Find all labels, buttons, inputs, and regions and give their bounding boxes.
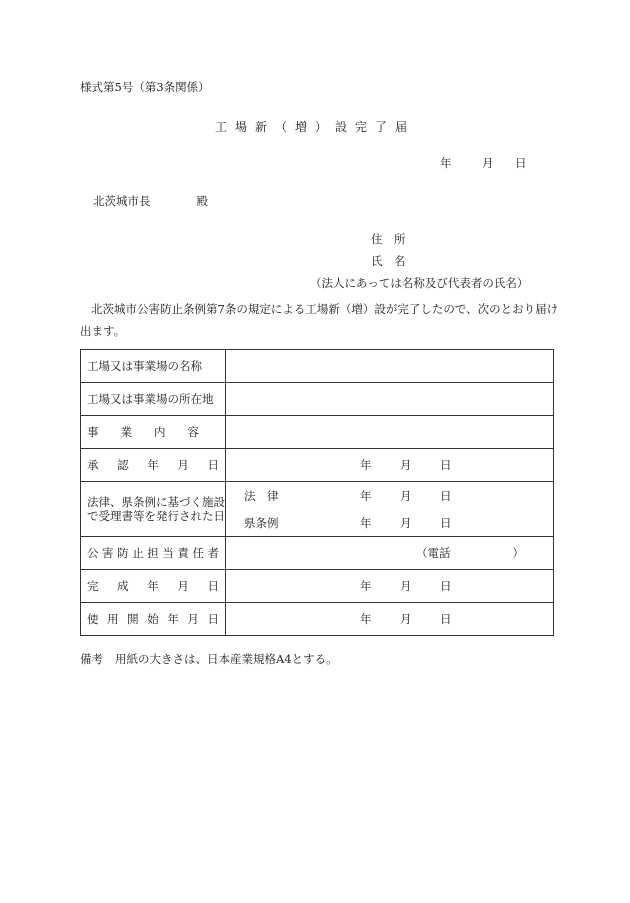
law-label: 法 律 (244, 489, 279, 503)
phone-field: （電話 ） (416, 546, 524, 560)
document-title: 工場新（増）設完了届 (214, 120, 415, 134)
table-row (81, 570, 554, 603)
month-label: 月 (482, 156, 494, 170)
table-row (81, 482, 554, 537)
start-date-field[interactable]: 年 月 日 (226, 603, 554, 636)
year-label: 年 (440, 156, 452, 170)
addressee-name: 北茨城市長 (93, 194, 151, 208)
applicant-address-label: 住 所 (371, 232, 406, 246)
corporate-note: （法人にあっては名称及び代表者の氏名） (310, 276, 529, 290)
day-label: 日 (515, 156, 527, 170)
statement-text: 北茨城市公害防止条例第7条の規定による工場新（増）設が完了したので、次のとおり届け出ます。 (80, 302, 559, 338)
remark (80, 651, 338, 667)
addressee-honorific: 殿 (196, 194, 208, 208)
factory-location-label: 工場又は事業場の所在地 (81, 383, 226, 416)
table-row (81, 537, 554, 570)
form-number: 様式第5号（第3条関係） (80, 80, 210, 94)
prefectural-ordinance-label: 県条例 (244, 516, 279, 530)
addressee (93, 193, 208, 209)
table-row (81, 449, 554, 482)
remark-label: 備考 (80, 652, 103, 666)
receipt-date-field[interactable]: 法 律 年 月 日 県条例 年 月 日 (226, 482, 554, 537)
report-form-table (80, 349, 554, 636)
pollution-manager-label: 公 害 防 止 担 当 責 任 者 (81, 537, 226, 570)
pollution-manager-field[interactable] (226, 537, 554, 570)
table-row (81, 350, 554, 383)
approval-date-label: 承 認 年 月 日 (81, 449, 226, 482)
completion-date-field[interactable]: 年 月 日 (226, 570, 554, 603)
table-row (81, 383, 554, 416)
approval-date-field[interactable]: 年 月 日 (226, 449, 554, 482)
remark-text: 用紙の大きさは、日本産業規格A4とする。 (115, 652, 338, 666)
completion-date-label: 完 成 年 月 日 (81, 570, 226, 603)
business-content-label: 事 業 内 容 (81, 416, 226, 449)
factory-name-label: 工場又は事業場の名称 (81, 350, 226, 383)
start-date-label: 使 用 開 始 年 月 日 (81, 603, 226, 636)
business-content-field[interactable] (226, 416, 554, 449)
table-row (81, 416, 554, 449)
submission-date (440, 155, 527, 171)
receipt-date-label: 法律、県条例に基づく施設で受理書等を発行された日 (81, 482, 226, 537)
table-row (81, 603, 554, 636)
applicant-name-label: 氏 名 (371, 254, 406, 268)
factory-location-field[interactable] (226, 383, 554, 416)
factory-name-field[interactable] (226, 350, 554, 383)
